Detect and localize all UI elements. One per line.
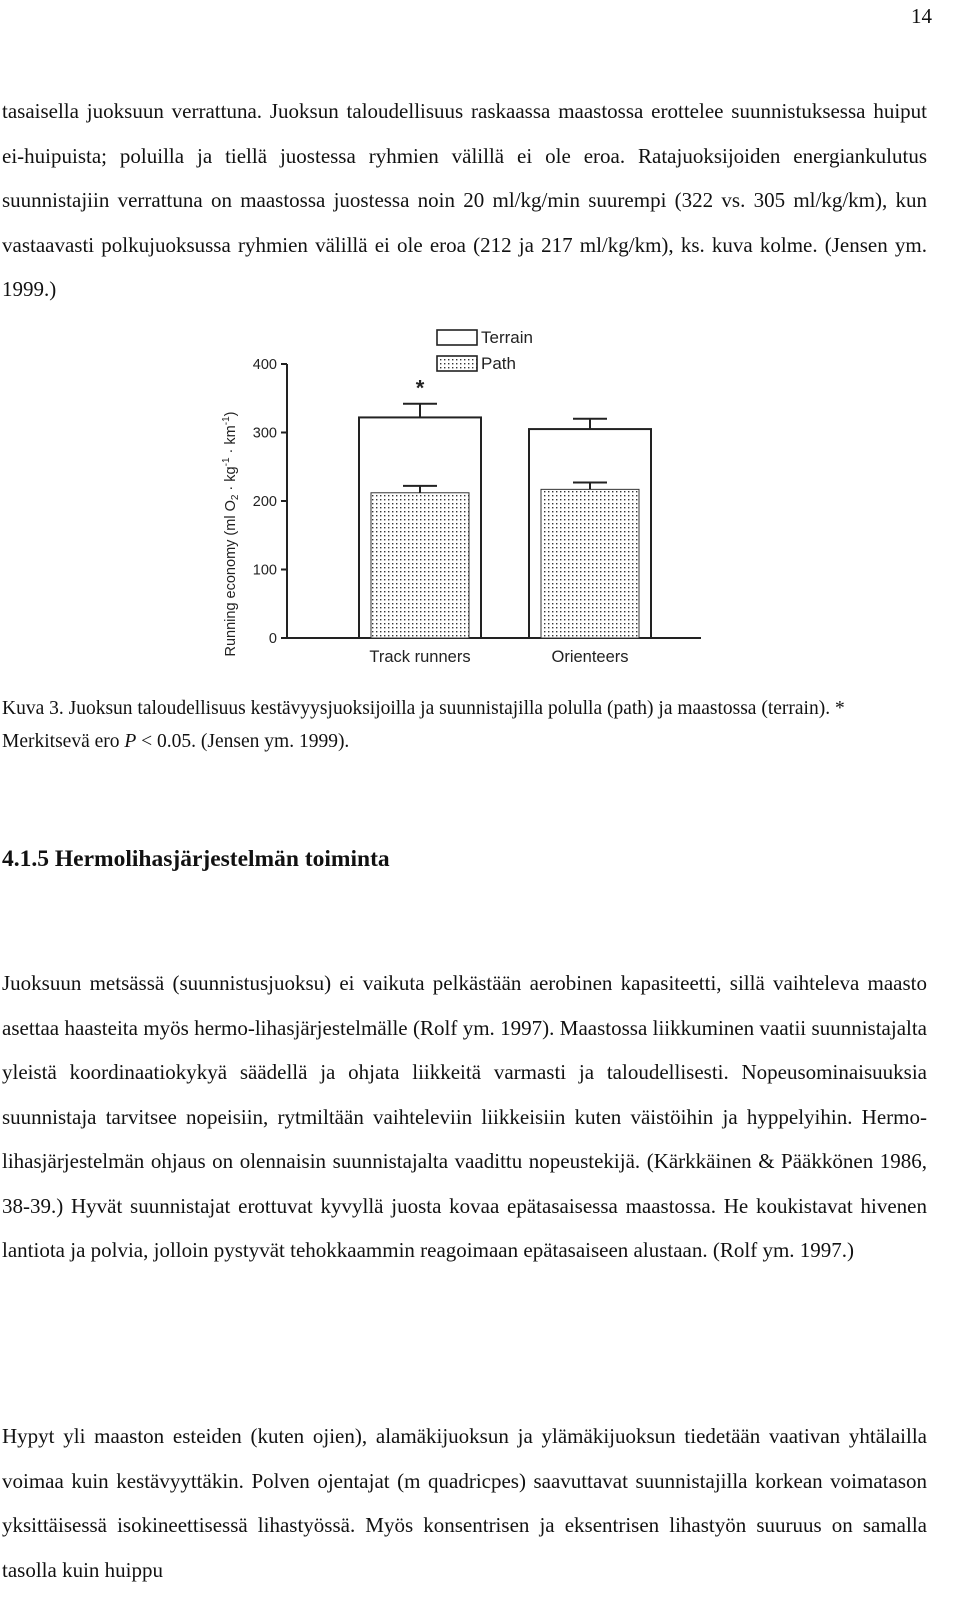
y-axis-label: Running economy (ml $O_2 \cdot kg^{-1} \cdot km^{-1}$) bbox=[221, 411, 241, 657]
legend-label-terrain: Terrain bbox=[481, 328, 533, 347]
figure-running-economy bbox=[215, 322, 715, 674]
caption-text: Kuva 3. Juoksun taloudellisuus kestävyysjuoksijoilla ja suunnistajilla polulla (path) ja maastossa (terrain). * Merkitsevä ero bbox=[2, 698, 845, 752]
legend-swatch-path bbox=[437, 356, 477, 371]
y-tick-label: 400 bbox=[252, 357, 277, 373]
y-tick-label: 200 bbox=[252, 494, 277, 510]
page-number: 14 bbox=[911, 4, 932, 28]
bar-chart bbox=[215, 322, 715, 674]
bar-path bbox=[541, 489, 639, 638]
intro-paragraph: tasaisella juoksuun verrattuna. Juoksun taloudellisuus raskaassa maastossa erottelee suunnistuksessa huiput ei-huipuista; poluilla ja tiellä juostessa ryhmien välillä ei ole eroa. Ratajuoksijoiden energiankulutus suunnistajiin verrattuna on maastossa juostessa noin 20 ml/kg/min suurempi (322 vs. 305 ml/kg/km), kun vastaavasti polkujuoksussa ryhmien välillä ei ole eroa (212 ja 217 ml/kg/km), ks. kuva kolme. (Jensen ym. 1999.) bbox=[2, 99, 927, 301]
y-tick-label: 300 bbox=[252, 425, 277, 442]
y-tick-label: 0 bbox=[268, 631, 277, 647]
y-tick-label: 100 bbox=[252, 562, 277, 579]
significance-asterisk: * bbox=[415, 375, 425, 401]
x-category-label: Track runners bbox=[369, 648, 471, 666]
section-heading: 4.1.5 Hermolihasjärjestelmän toiminta bbox=[2, 846, 390, 872]
bar-path bbox=[371, 493, 469, 638]
strength-paragraph: Hypyt yli maaston esteiden (kuten ojien), alamäkijuoksun ja ylämäkijuoksun tiedetään vaativan yhtälailla voimaa kuin kestävyyttäkin. Polven ojentajat (m quadricpes) saavuttavat suunnistajilla korkean voimatason yksittäisessä isokineettisessä lihastyössä. Myös konsentrisen ja eksentrisen lihastyön suuruus on samalla tasolla kuin huippu bbox=[2, 1424, 927, 1582]
neuromuscular-paragraph: Juoksuun metsässä (suunnistusjuoksu) ei vaikuta pelkästään aerobinen kapasiteetti, sillä vaihteleva maasto asettaa haasteita myös hermo-lihasjärjestelmälle (Rolf ym. 1997). Maastossa liikkuminen vaatii suunnistajalta yleistä koordinaatiokykyä säädellä ja ohjata liikkeitä varmasti ja taloudellisesti. Nopeusominaisuuksia suunnistaja tarvitsee nopeisiin, rytmiltään vaihteleviin liikkeisiin kuten väistöihin ja hyppelyihin. Hermo-lihasjärjestelmän ohjaus on olennaisin suunnistajalta vaadittu nopeustekijä. (Kärkkäinen & Pääkkönen 1986, 38-39.) Hyvät suunnistajat erottuvat kyvyllä juosta kovaa epätasaisessa maastossa. He koukistavat hivenen lantiota ja polvia, jolloin pystyvät tehokkaammin reagoimaan epätasaiseen alustaan. (Rolf ym. 1997.) bbox=[2, 971, 927, 1262]
caption-p-symbol: P bbox=[124, 731, 137, 752]
legend-swatch-terrain bbox=[437, 330, 477, 345]
x-category-label: Orienteers bbox=[551, 648, 629, 666]
legend-label-path: Path bbox=[481, 354, 516, 373]
figure-caption bbox=[2, 692, 902, 758]
caption-text-end: < 0.05. (Jensen ym. 1999). bbox=[136, 731, 350, 752]
